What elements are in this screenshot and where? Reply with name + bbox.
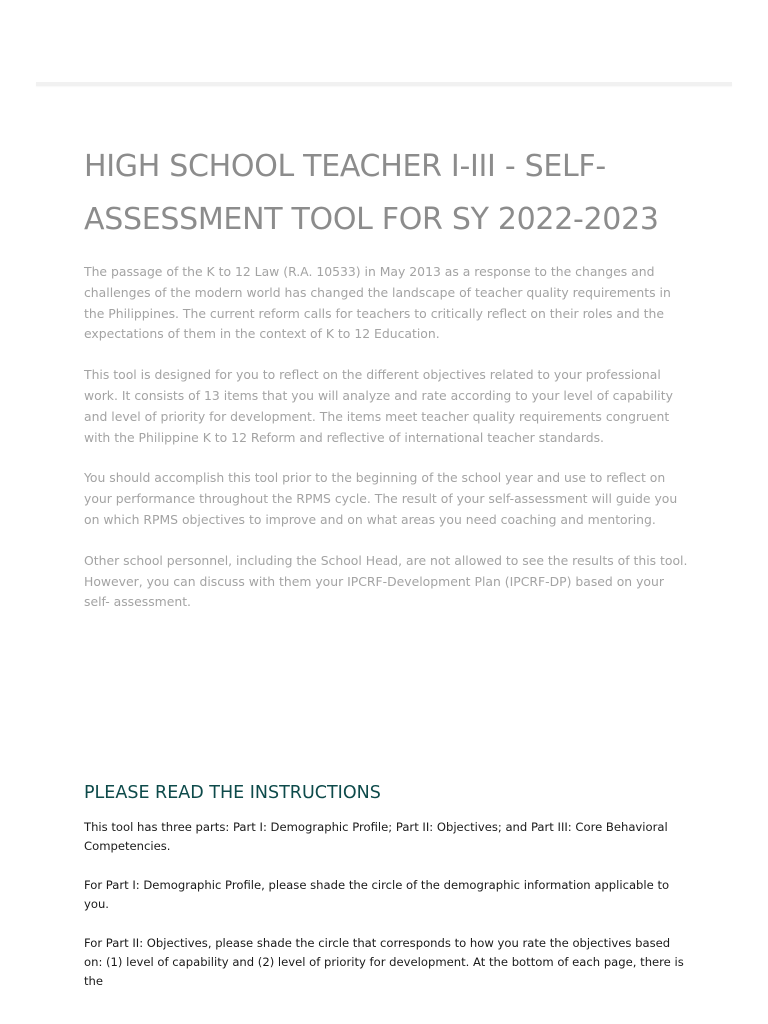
form-header — [84, 140, 690, 633]
instruction-paragraph: This tool has three parts: Part I: Demographic Profile; Part II: Objectives; and Part III: Core Behavioral Competencies. — [84, 820, 668, 853]
intro-paragraph: This tool is designed for you to reflect on the different objectives related to your professional work. It consists of 13 items that you will analyze and rate according to your level of capability and level of priority for development. The items meet teacher quality requirements congruent with the Philippine K to 12 Reform and reflective of international teacher standards. — [84, 367, 673, 445]
intro-paragraph: Other school personnel, including the School Head, are not allowed to see the results of this tool. However, you can discuss with them your IPCRF-Development Plan (IPCRF-DP) based on your self- assessment. — [84, 552, 688, 610]
form-title: HIGH SCHOOL TEACHER I-III - SELF-ASSESSMENT TOOL FOR SY 2022-2023 — [84, 149, 659, 237]
intro-paragraph: The passage of the K to 12 Law (R.A. 10533) in May 2013 as a response to the changes and challenges of the modern world has changed the landscape of teacher quality requirements in the Philippines. The current reform calls for teachers to critically reflect on their roles and the expectations of them in the context of K to 12 Education. — [84, 264, 671, 342]
instructions-heading: PLEASE READ THE INSTRUCTIONS — [84, 783, 381, 803]
instruction-paragraph: For Part II: Objectives, please shade the circle that corresponds to how you rate the objectives based on: (1) level of capability and (2) level of priority for development. At the bottom of each page, there is the — [84, 936, 684, 988]
form-description — [84, 262, 690, 613]
instruction-paragraph: For Part I: Demographic Profile, please shade the circle of the demographic information applicable to you. — [84, 878, 670, 911]
intro-paragraph: You should accomplish this tool prior to the beginning of the school year and use to reflect on your performance throughout the RPMS cycle. The result of your self-assessment will guide you on which RPMS objectives to improve and on what areas you need coaching and mentoring. — [84, 470, 678, 527]
header-divider — [36, 82, 732, 86]
instructions-section — [84, 780, 690, 1011]
